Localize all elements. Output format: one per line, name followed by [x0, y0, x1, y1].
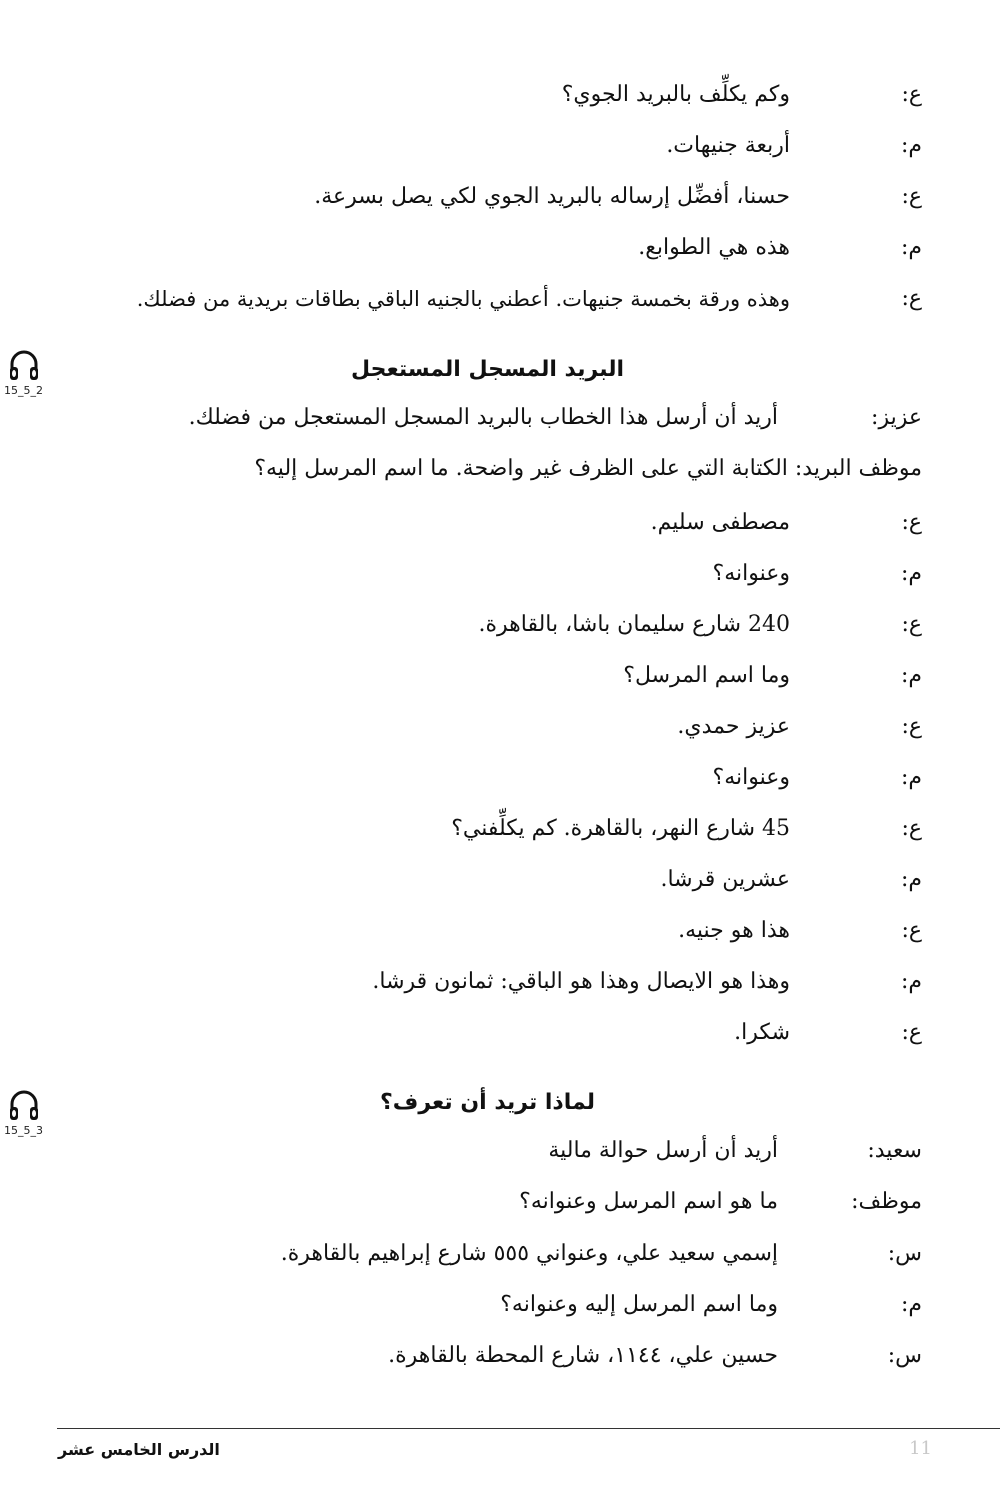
dialogue-line: [0, 865, 1000, 895]
speaker-label: سعيد:: [867, 1138, 922, 1163]
speaker-label: م:: [900, 133, 922, 158]
dialogue-line: [0, 131, 1000, 161]
line-text: أربعة جنيهات.: [666, 133, 790, 158]
line-text: حسين علي، ١١٤٤، شارع المحطة بالقاهرة.: [388, 1343, 778, 1368]
speaker-label: م:: [900, 867, 922, 892]
speaker-label: ع:: [901, 510, 922, 535]
line-text: وهذا هو الايصال وهذا هو الباقي: ثمانون قرشا.: [372, 969, 790, 994]
speaker-label: س:: [887, 1343, 922, 1368]
dialogue-line: [0, 610, 1000, 640]
line-text: 240 شارع سليمان باشا، بالقاهرة.: [478, 612, 790, 637]
dialogue-line: [0, 967, 1000, 997]
speaker-label: ع:: [901, 184, 922, 209]
audio-track-code: 15_5_3: [4, 1124, 43, 1137]
line-text: أريد أن أرسل هذا الخطاب بالبريد المسجل المستعجل من فضلك.: [188, 405, 778, 430]
speaker-label: ع:: [901, 1020, 922, 1045]
speaker-label: م:: [900, 663, 922, 688]
speaker-label: عزيز:: [871, 405, 922, 430]
speaker-label: ع:: [901, 816, 922, 841]
dialogue-line: [0, 763, 1000, 793]
speaker-label: ع:: [901, 82, 922, 107]
dialogue-line: [0, 233, 1000, 263]
line-text: حسنا، أفضِّل إرساله بالبريد الجوي لكي يصل بسرعة.: [314, 184, 790, 209]
dialogue-line: [0, 559, 1000, 589]
line-text: وكم يكلِّف بالبريد الجوي؟: [561, 82, 790, 107]
line-text: عشرين قرشا.: [660, 867, 790, 892]
lesson-title: الدرس الخامس عشر: [58, 1440, 220, 1459]
dialogue-line: [0, 403, 1000, 433]
line-text: عزيز حمدي.: [677, 714, 790, 739]
speaker-label: ع:: [901, 286, 922, 311]
speaker-label: م:: [900, 561, 922, 586]
speaker-label: س:: [887, 1241, 922, 1266]
line-text: إسمي سعيد علي، وعنواني ٥٥٥ شارع إبراهيم بالقاهرة.: [280, 1241, 778, 1266]
speaker-label: ع:: [901, 918, 922, 943]
dialogue-line: [0, 712, 1000, 742]
dialogue-line: [0, 1187, 1000, 1217]
speaker-label: م:: [900, 765, 922, 790]
section-title: البريد المسجل المستعجل: [350, 357, 624, 382]
speaker-label: موظف:: [851, 1189, 922, 1214]
page-number: 11: [909, 1438, 932, 1459]
line-text: هذا هو جنيه.: [678, 918, 790, 943]
dialogue-line: [0, 1290, 1000, 1320]
dialogue-line: [0, 661, 1000, 691]
line-text: وعنوانه؟: [712, 765, 790, 790]
footer-divider: [57, 1428, 1000, 1429]
dialogue-line: [0, 1136, 1000, 1166]
speaker-label: م:: [900, 969, 922, 994]
dialogue-line: [0, 916, 1000, 946]
line-text: وهذه ورقة بخمسة جنيهات. أعطني بالجنيه الباقي بطاقات بريدية من فضلك.: [136, 287, 790, 311]
line-text: 45 شارع النهر، بالقاهرة. كم يكلِّفني؟: [451, 816, 790, 841]
line-text: هذه هي الطوابع.: [638, 235, 790, 260]
line-text: ما هو اسم المرسل وعنوانه؟: [519, 1189, 778, 1214]
line-text: وما اسم المرسل إليه وعنوانه؟: [500, 1292, 778, 1317]
speaker-label: ع:: [901, 714, 922, 739]
clerk-line: موظف البريد: الكتابة التي على الظرف غير واضحة. ما اسم المرسل إليه؟: [254, 456, 922, 481]
dialogue-line: [0, 182, 1000, 212]
speaker-label: ع:: [901, 612, 922, 637]
line-text: شكرا.: [734, 1020, 790, 1045]
dialogue-line: [0, 1341, 1000, 1371]
line-text: وما اسم المرسل؟: [623, 663, 790, 688]
dialogue-line: [0, 508, 1000, 538]
speaker-label: م:: [900, 235, 922, 260]
dialogue-line: [0, 1239, 1000, 1269]
line-text: مصطفى سليم.: [650, 510, 790, 535]
dialogue-line: [0, 1018, 1000, 1048]
line-text: أريد أن أرسل حوالة مالية: [548, 1138, 778, 1163]
speaker-label: م:: [900, 1292, 922, 1317]
section-title: لماذا تريد أن تعرف؟: [380, 1090, 595, 1115]
audio-track-code: 15_5_2: [4, 384, 43, 397]
dialogue-line: [0, 284, 1000, 314]
dialogue-line: [0, 814, 1000, 844]
line-text: وعنوانه؟: [712, 561, 790, 586]
dialogue-line: [0, 80, 1000, 110]
